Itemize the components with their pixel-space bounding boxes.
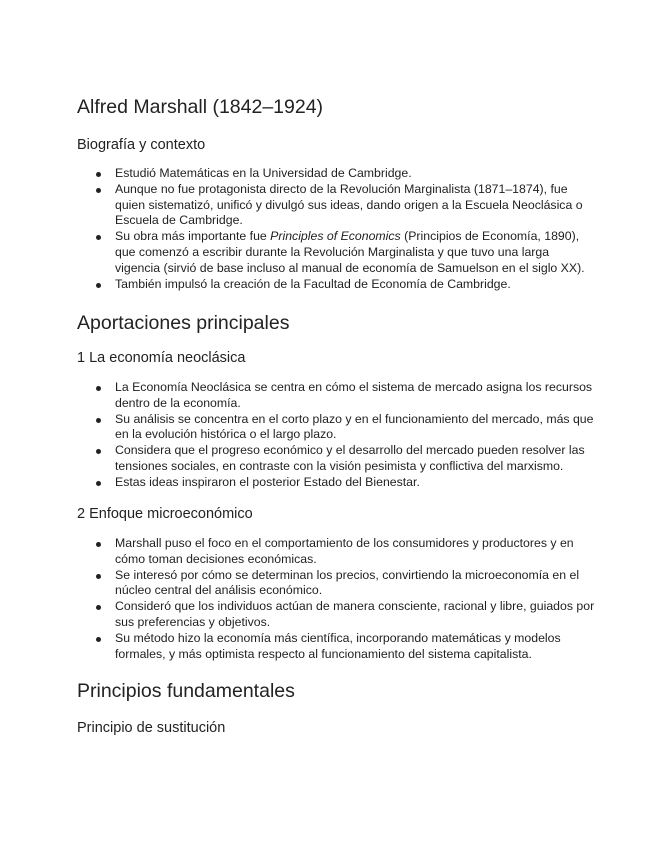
neoclasica-list [96,380,596,491]
list-item [96,568,596,600]
aportaciones-heading: Aportaciones principales [77,312,290,334]
list-item-text: Marshall puso el foco en el comportamiento de los consumidores y productores y en cómo toman decisiones económicas. [115,536,574,566]
bio-heading: Biografía y contexto [77,137,206,153]
bullet-icon [96,637,101,642]
list-item [96,380,596,412]
list-item-text: Aunque no fue protagonista directo de la Revolución Marginalista (1871–1874), fue quien sistematizó, unificó y divulgó sus ideas, dando origen a la Escuela Neoclásica o Escuela de Cambridge. [115,181,583,228]
bullet-icon [96,418,101,423]
bullet-icon [96,235,101,240]
list-item [96,182,596,229]
list-item-text: Su análisis se concentra en el corto plazo y en el funcionamiento del mercado, más que en la evolución histórica o el largo plazo. [115,411,594,442]
bullet-icon [96,449,101,454]
list-item [96,412,596,444]
bullet-icon [96,386,101,391]
micro-list [96,536,596,662]
list-item-text: Considera que el progreso económico y el desarrollo del mercado pueden resolver las tensiones sociales, en contraste con la visión pesimista y conflictiva del marxismo. [115,443,585,473]
list-item [96,443,596,475]
bullet-icon [96,574,101,579]
list-item [96,599,596,631]
list-item-text: Consideró que los individuos actúan de manera consciente, racional y libre, guiados por sus preferencias y objetivos. [115,599,595,629]
list-item-text: Estas ideas inspiraron el posterior Estado del Bienestar. [115,474,420,489]
list-item [96,536,596,568]
bullet-icon [96,188,101,193]
bio-list [96,166,596,292]
list-item-text: Estudió Matemáticas en la Universidad de Cambridge. [115,166,412,180]
list-item-text: También impulsó la creación de la Facultad de Economía de Cambridge. [115,276,511,291]
page-title: Alfred Marshall (1842–1924) [77,96,324,118]
micro-heading: 2 Enfoque microeconómico [77,506,253,522]
book-title: Principles of Economics [270,229,401,244]
neoclasica-heading: 1 La economía neoclásica [77,350,246,366]
list-item [96,277,596,293]
sustitucion-heading: Principio de sustitución [77,720,226,736]
list-item-text-after: (Principios de Economía, 1890), que comenzó a escribir durante la Revolución Marginalista y que tuvo una larga vigencia (sirvió de base incluso al manual de economía de Samuelson en el siglo XX). [115,229,585,275]
list-item-text: Su método hizo la economía más científica, incorporando matemáticas y modelos formales, y más optimista respecto al funcionamiento del sistema capitalista. [115,630,561,661]
bullet-icon [96,283,101,288]
list-item [96,475,596,491]
bullet-icon [96,605,101,610]
list-item-text: Se interesó por cómo se determinan los precios, convirtiendo la microeconomía en el núcleo central del análisis económico. [115,567,580,598]
bullet-icon [96,542,101,547]
bullet-icon [96,481,101,486]
bullet-icon [96,172,101,177]
list-item-text-before: Su obra más importante fue [115,229,271,244]
list-item [96,166,596,182]
principios-heading: Principios fundamentales [77,680,295,702]
list-item [96,229,596,276]
list-item-text: La Economía Neoclásica se centra en cómo el sistema de mercado asigna los recursos dentro de la economía. [115,380,593,410]
list-item [96,631,596,663]
